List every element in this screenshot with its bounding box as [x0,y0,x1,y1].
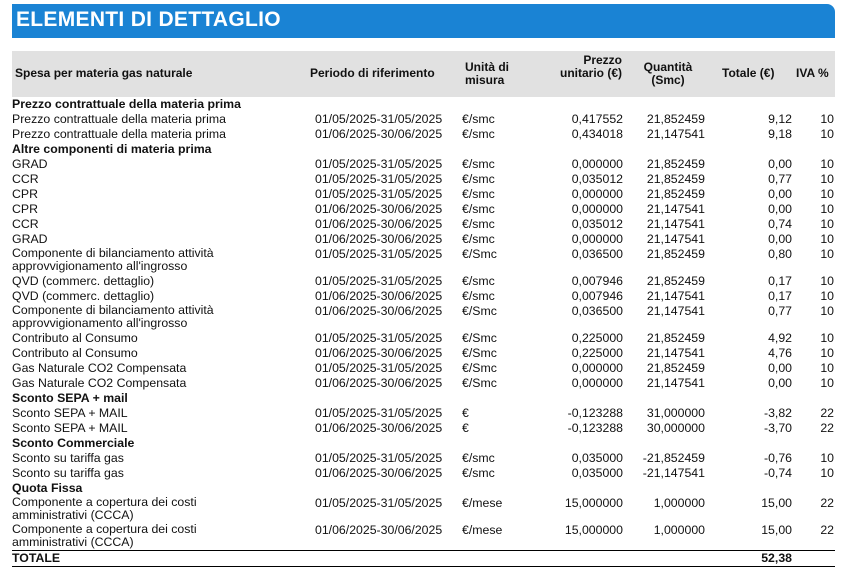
cell-unit: €/Smc [462,346,497,360]
cell-unit: €/smc [462,157,495,171]
section-heading: Altre componenti di materia prima [12,142,212,156]
cell-period: 01/06/2025-30/06/2025 [315,523,443,537]
cell-iva: 10 [820,331,834,345]
cell-total: 9,18 [768,127,792,141]
table-row [12,523,835,550]
cell-unit: €/smc [462,232,495,246]
total-row [12,550,835,567]
table-row [12,112,835,127]
cell-total: 0,17 [768,274,792,288]
cell-period: 01/06/2025-30/06/2025 [315,289,443,303]
cell-description: GRAD [12,157,48,171]
cell-unit: €/Smc [462,304,497,318]
table-row [12,187,835,202]
header-iva: IVA % [796,66,829,80]
section-row [12,436,835,451]
cell-description: CPR [12,202,38,216]
cell-description: Sconto SEPA + MAIL [12,421,128,435]
cell-total: -3,82 [763,406,792,420]
cell-total: -0,76 [763,451,792,465]
cell-quantity: 21,147541 [646,232,705,246]
cell-iva: 22 [820,523,834,537]
cell-iva: 10 [820,187,834,201]
cell-quantity: 21,852459 [646,172,705,186]
cell-unit-price: 0,035000 [571,451,623,465]
cell-quantity: 21,147541 [646,376,705,390]
cell-quantity: 31,000000 [646,406,705,420]
cell-quantity: -21,147541 [642,466,705,480]
section-heading: Quota Fissa [12,481,83,495]
cell-unit: €/smc [462,172,495,186]
section-heading: Sconto Commerciale [12,436,135,450]
cell-unit-price: 0,007946 [571,274,623,288]
table-row [12,466,835,481]
cell-total: 0,00 [768,202,792,216]
header-period: Periodo di riferimento [310,66,435,80]
cell-quantity: 21,852459 [646,361,705,375]
cell-quantity: 21,852459 [646,247,705,261]
cell-unit-price: 0,000000 [571,232,623,246]
table-row [12,289,835,304]
cell-quantity: -21,852459 [642,451,705,465]
cell-description: Componente a copertura dei costi amministrativi (CCCA) [12,522,197,549]
cell-total: 4,76 [768,346,792,360]
cell-quantity: 21,852459 [646,187,705,201]
cell-description: Sconto su tariffa gas [12,466,124,480]
cell-iva: 10 [820,361,834,375]
cell-quantity: 21,147541 [646,346,705,360]
cell-unit-price: 0,035000 [571,466,623,480]
cell-period: 01/06/2025-30/06/2025 [315,217,443,231]
table-row [12,361,835,376]
cell-iva: 22 [820,406,834,420]
cell-description: Gas Naturale CO2 Compensata [12,376,187,390]
cell-period: 01/05/2025-31/05/2025 [315,496,443,510]
cell-unit-price: 15,000000 [564,523,623,537]
cell-unit: € [462,421,469,435]
cell-unit: €/smc [462,451,495,465]
cell-unit-price: 0,434018 [571,127,623,141]
cell-total: 0,74 [768,217,792,231]
cell-quantity: 21,147541 [646,127,705,141]
table-row [12,331,835,346]
table-row [12,217,835,232]
cell-unit: €/smc [462,289,495,303]
cell-unit: €/Smc [462,247,497,261]
cell-total: 0,77 [768,172,792,186]
cell-description: Sconto SEPA + MAIL [12,406,128,420]
header-unit: Unità di misura [465,60,509,87]
cell-unit: €/smc [462,274,495,288]
header-total: Totale (€) [722,66,775,80]
cell-period: 01/05/2025-31/05/2025 [315,331,443,345]
table-row [12,406,835,421]
cell-iva: 10 [820,172,834,186]
section-title: ELEMENTI DI DETTAGLIO [16,8,281,31]
cell-description: CCR [12,172,39,186]
cell-period: 01/06/2025-30/06/2025 [315,304,443,318]
cell-total: 0,00 [768,361,792,375]
cell-description: Componente di bilanciamento attività approvvigionamento all'ingrosso [12,246,214,273]
cell-unit-price: -0,123288 [567,406,623,420]
cell-iva: 10 [820,304,834,318]
table-row [12,202,835,217]
table-row [12,421,835,436]
cell-unit: €/smc [462,466,495,480]
cell-unit-price: 0,000000 [571,376,623,390]
cell-iva: 22 [820,421,834,435]
cell-total: 4,92 [768,331,792,345]
cell-quantity: 21,852459 [646,331,705,345]
cell-unit-price: 0,417552 [571,112,623,126]
section-row [12,97,835,112]
cell-description: Prezzo contrattuale della materia prima [12,127,226,141]
section-banner [12,4,835,38]
cell-unit: €/smc [462,127,495,141]
cell-description: Contributo al Consumo [12,346,138,360]
cell-quantity: 1,000000 [653,523,705,537]
header-description: Spesa per materia gas naturale [15,66,193,80]
cell-unit-price: 0,000000 [571,202,623,216]
cell-unit-price: 0,000000 [571,361,623,375]
cell-period: 01/05/2025-31/05/2025 [315,187,443,201]
cell-unit-price: 0,036500 [571,304,623,318]
cell-iva: 10 [820,232,834,246]
cell-unit-price: 0,035012 [571,172,623,186]
cell-period: 01/05/2025-31/05/2025 [315,406,443,420]
cell-iva: 10 [820,112,834,126]
section-row [12,142,835,157]
cell-unit: € [462,406,469,420]
cell-iva: 10 [820,274,834,288]
cell-total: 0,00 [768,157,792,171]
cell-description: GRAD [12,232,48,246]
section-row [12,481,835,496]
cell-description: Sconto su tariffa gas [12,451,124,465]
table-row [12,346,835,361]
cell-period: 01/05/2025-31/05/2025 [315,451,443,465]
cell-quantity: 30,000000 [646,421,705,435]
cell-description: Gas Naturale CO2 Compensata [12,361,187,375]
cell-iva: 10 [820,289,834,303]
cell-total: 0,00 [768,232,792,246]
cell-period: 01/05/2025-31/05/2025 [315,274,443,288]
cell-total: 0,80 [768,247,792,261]
cell-period: 01/06/2025-30/06/2025 [315,376,443,390]
cell-quantity: 21,147541 [646,304,705,318]
cell-unit: €/Smc [462,331,497,345]
header-unit-price: Prezzo unitario (€) [560,53,622,80]
cell-period: 01/06/2025-30/06/2025 [315,202,443,216]
cell-iva: 10 [820,202,834,216]
cell-unit: €/smc [462,187,495,201]
cell-total: 9,12 [768,112,792,126]
cell-iva: 10 [820,247,834,261]
cell-description: Contributo al Consumo [12,331,138,345]
cell-description: Componente di bilanciamento attività approvvigionamento all'ingrosso [12,303,214,330]
cell-quantity: 21,147541 [646,289,705,303]
cell-total: 0,00 [768,187,792,201]
table-row [12,127,835,142]
table-row [12,232,835,247]
cell-period: 01/06/2025-30/06/2025 [315,421,443,435]
table-row [12,451,835,466]
total-label: TOTALE [12,551,61,565]
cell-quantity: 1,000000 [653,496,705,510]
cell-description: Prezzo contrattuale della materia prima [12,112,226,126]
cell-quantity: 21,147541 [646,217,705,231]
cell-total: 15,00 [761,523,792,537]
cell-description: CPR [12,187,38,201]
cell-period: 01/05/2025-31/05/2025 [315,157,443,171]
cell-unit-price: 0,000000 [571,187,623,201]
cell-iva: 10 [820,217,834,231]
cell-description: Componente a copertura dei costi amministrativi (CCCA) [12,495,197,522]
cell-total: -3,70 [763,421,792,435]
cell-unit-price: 0,000000 [571,157,623,171]
cell-period: 01/05/2025-31/05/2025 [315,361,443,375]
table-row [12,304,835,331]
cell-period: 01/06/2025-30/06/2025 [315,346,443,360]
table-row [12,247,835,274]
cell-unit: €/smc [462,202,495,216]
cell-unit: €/smc [462,217,495,231]
cell-unit: €/Smc [462,361,497,375]
cell-unit-price: -0,123288 [567,421,623,435]
cell-period: 01/06/2025-30/06/2025 [315,232,443,246]
cell-unit: €/mese [462,523,503,537]
total-value: 52,38 [761,551,792,565]
section-row [12,391,835,406]
section-heading: Sconto SEPA + mail [12,391,128,405]
cell-iva: 22 [820,496,834,510]
cell-iva: 10 [820,346,834,360]
table-header [12,51,835,97]
cell-total: 0,00 [768,376,792,390]
cell-unit-price: 0,225000 [571,331,623,345]
cell-quantity: 21,852459 [646,112,705,126]
header-quantity: Quantità (Smc) [643,60,693,87]
cell-unit-price: 0,007946 [571,289,623,303]
cell-iva: 10 [820,451,834,465]
cell-unit: €/Smc [462,376,497,390]
cell-total: -0,74 [763,466,792,480]
table-row [12,376,835,391]
cell-total: 15,00 [761,496,792,510]
cell-iva: 10 [820,157,834,171]
cell-quantity: 21,147541 [646,202,705,216]
cell-description: QVD (commerc. dettaglio) [12,289,155,303]
cell-description: QVD (commerc. dettaglio) [12,274,155,288]
cell-period: 01/05/2025-31/05/2025 [315,172,443,186]
cell-total: 0,17 [768,289,792,303]
cell-unit: €/mese [462,496,503,510]
table-row [12,496,835,523]
cell-unit-price: 15,000000 [564,496,623,510]
cell-period: 01/05/2025-31/05/2025 [315,247,443,261]
cell-period: 01/06/2025-30/06/2025 [315,466,443,480]
cell-period: 01/05/2025-31/05/2025 [315,112,443,126]
cell-period: 01/06/2025-30/06/2025 [315,127,443,141]
section-heading: Prezzo contrattuale della materia prima [12,97,241,111]
table-row [12,157,835,172]
cell-description: CCR [12,217,39,231]
table-body [12,97,835,550]
cell-iva: 10 [820,466,834,480]
cell-unit-price: 0,035012 [571,217,623,231]
cell-iva: 10 [820,376,834,390]
table-row [12,274,835,289]
cell-unit-price: 0,225000 [571,346,623,360]
cell-quantity: 21,852459 [646,274,705,288]
cell-total: 0,77 [768,304,792,318]
cell-unit-price: 0,036500 [571,247,623,261]
cell-unit: €/smc [462,112,495,126]
table-row [12,172,835,187]
cell-quantity: 21,852459 [646,157,705,171]
cell-iva: 10 [820,127,834,141]
